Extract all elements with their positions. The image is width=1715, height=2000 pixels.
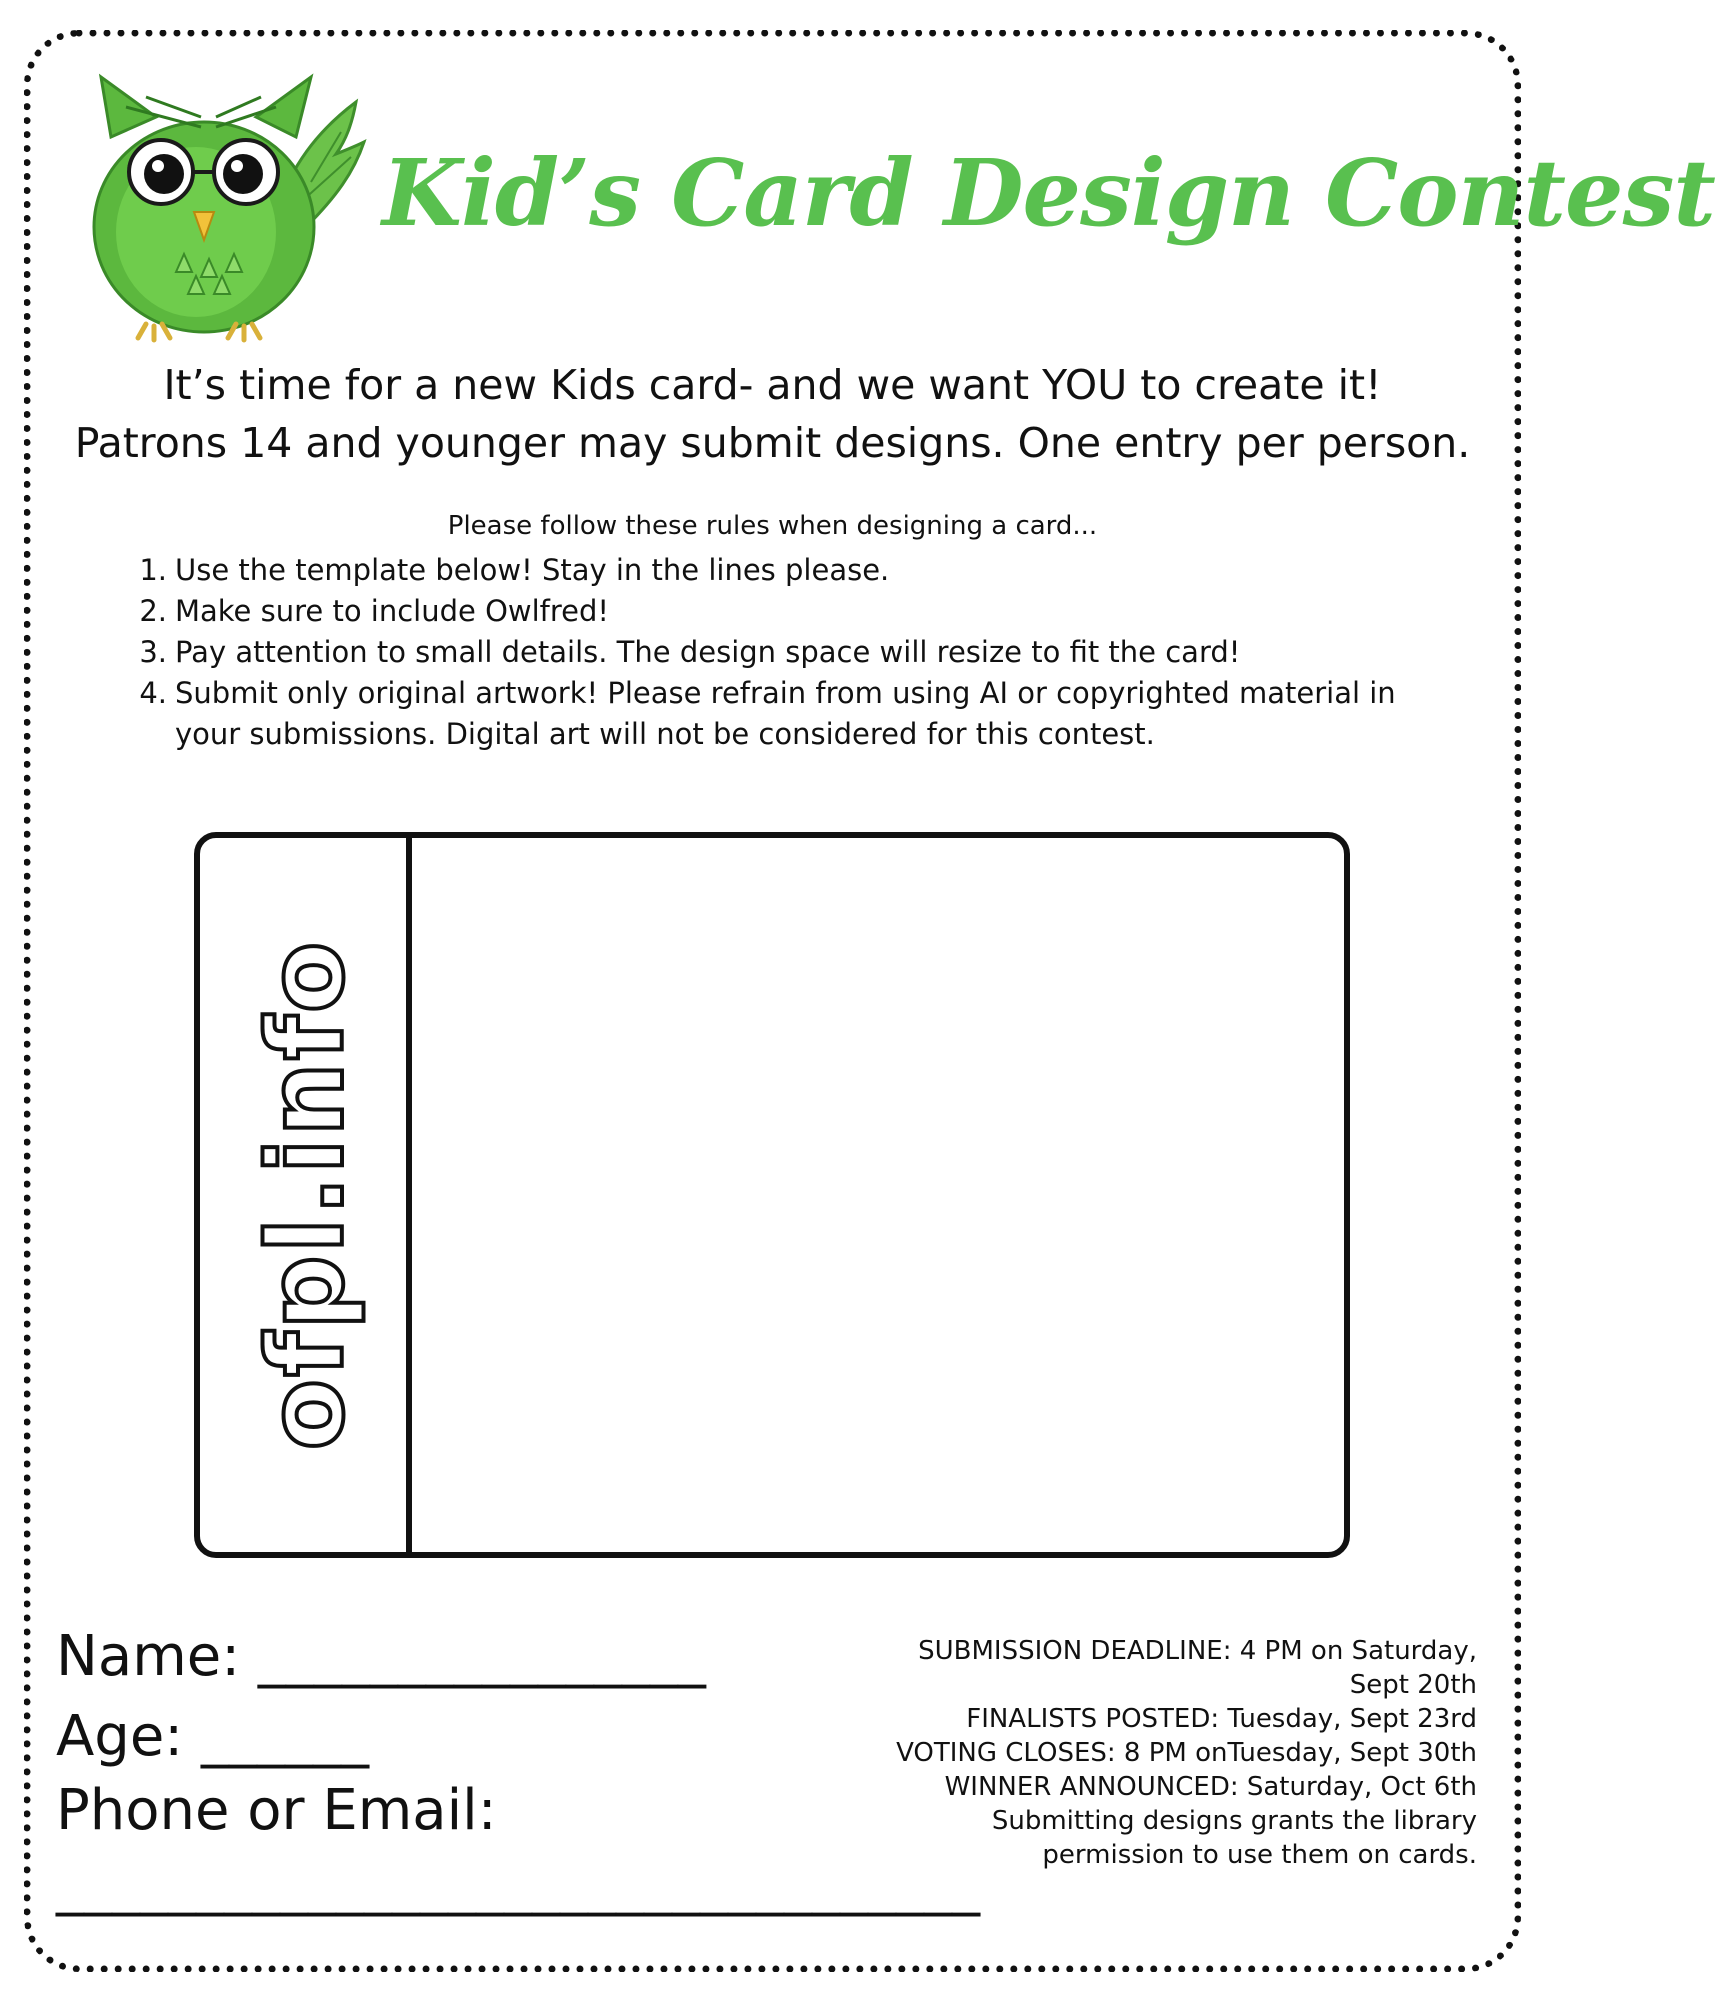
intro-line-2: Patrons 14 and younger may submit designs. One entry per person.	[74, 419, 1471, 467]
rule-number: 1.	[139, 553, 167, 587]
winner-announced: WINNER ANNOUNCED: Saturday, Oct 6th	[944, 1772, 1477, 1802]
voting-closes: VOTING CLOSES: 8 PM onTuesday, Sept 30th	[896, 1738, 1477, 1768]
submission-deadline: SUBMISSION DEADLINE: 4 PM on Saturday, Sept 20th	[918, 1636, 1477, 1700]
rule-text: Make sure to include Owlfred!	[175, 594, 610, 628]
permission-note: Submitting designs grants the library permission to use them on cards.	[991, 1806, 1477, 1870]
rule-number: 3.	[139, 635, 167, 669]
rule-item	[135, 632, 1455, 673]
rule-text: Use the template below! Stay in the lines please.	[175, 553, 890, 587]
name-field[interactable]: Name: ________________	[56, 1624, 706, 1689]
card-design-area[interactable]	[412, 838, 1344, 1552]
rule-item	[135, 550, 1455, 591]
card-url-text: ofpl.info	[245, 939, 367, 1451]
intro-text	[60, 356, 1485, 472]
rule-number: 4.	[139, 676, 167, 710]
finalists-posted: FINALISTS POSTED: Tuesday, Sept 23rd	[966, 1704, 1477, 1734]
rules-heading: Please follow these rules when designing a card...	[447, 511, 1098, 541]
age-field[interactable]: Age: ______	[56, 1704, 369, 1769]
owl-mascot-icon	[66, 62, 376, 342]
rule-item	[135, 591, 1455, 632]
rules-list	[135, 550, 1455, 755]
contact-field-line[interactable]: _________________________________	[56, 1852, 980, 1917]
card-side-strip	[200, 838, 412, 1552]
rule-number: 2.	[139, 594, 167, 628]
contact-field-label: Phone or Email:	[56, 1778, 497, 1843]
contest-dates	[877, 1634, 1477, 1872]
contest-title: Kid’s Card Design Contest	[382, 139, 1715, 247]
rule-text: Pay attention to small details. The design space will resize to fit the card!	[175, 635, 1241, 669]
rule-item	[135, 673, 1455, 755]
intro-line-1: It’s time for a new Kids card- and we want YOU to create it!	[163, 361, 1382, 409]
rule-text: Submit only original artwork! Please refrain from using AI or copyrighted material in your submissions. Digital art will not be considered for this contest.	[175, 676, 1396, 751]
card-template	[194, 832, 1350, 1558]
